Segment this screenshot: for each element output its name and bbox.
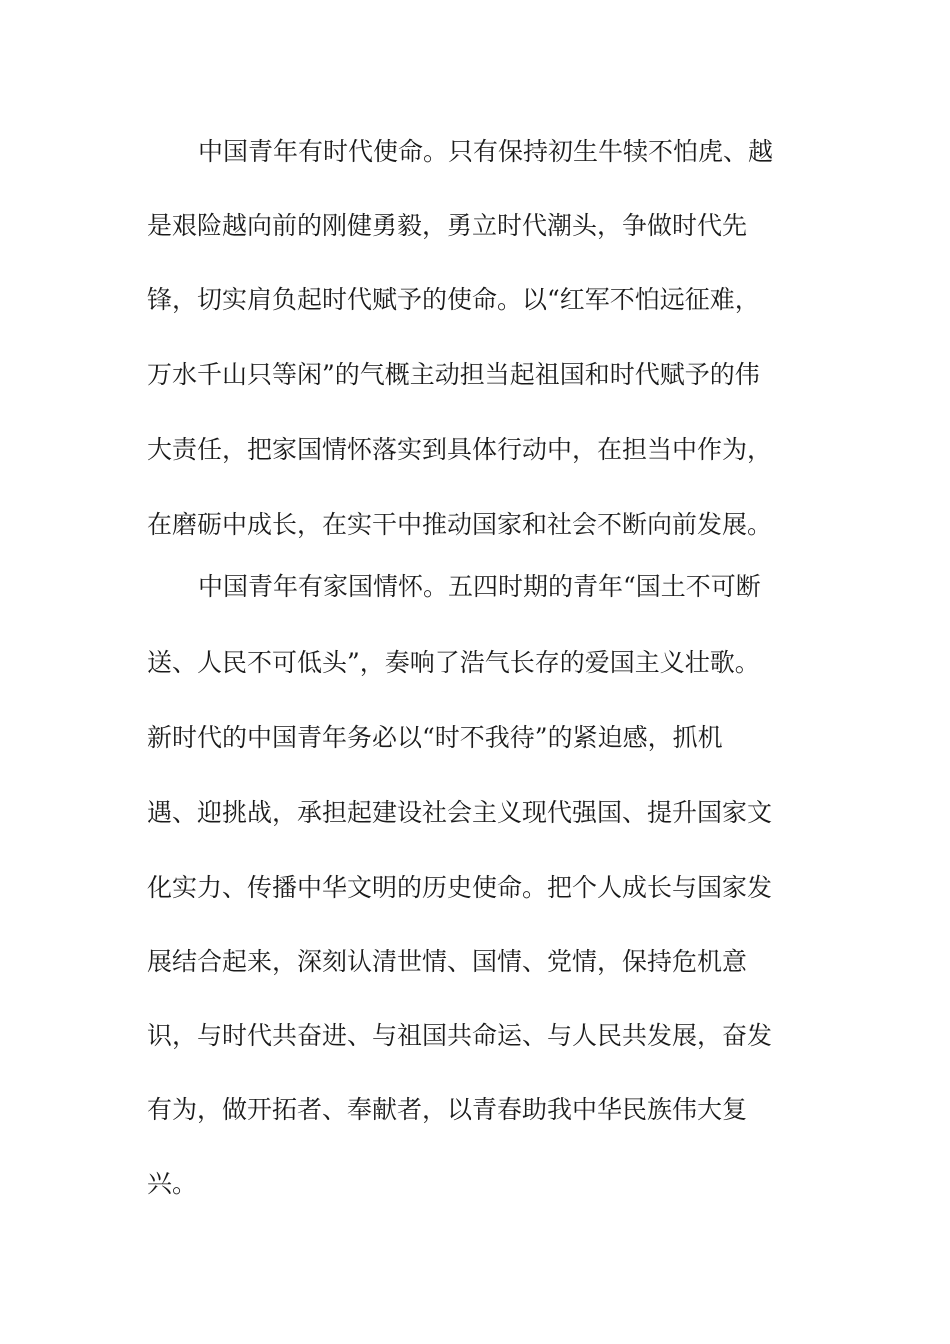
text-line: 展结合起来，深刻认清世情、国情、党情，保持危机意	[147, 947, 748, 976]
text-line: 有为，做开拓者、奉献者，以青春助我中华民族伟大复	[147, 1095, 748, 1124]
text-line: 中国青年有时代使命。只有保持初生牛犊不怕虎、越	[198, 137, 774, 166]
text-line: 遇、迎挑战，承担起建设社会主义现代强国、提升国家文	[147, 798, 773, 827]
text-line: 锋，切实肩负起时代赋予的使命。以“红军不怕远征难，	[147, 285, 760, 314]
text-line: 中国青年有家国情怀。五四时期的青年“国土不可断	[198, 572, 761, 601]
text-line: 万水千山只等闲”的气概主动担当起祖国和时代赋予的伟	[147, 360, 760, 389]
text-line: 是艰险越向前的刚健勇毅，勇立时代潮头，争做时代先	[147, 211, 748, 240]
text-line: 兴。	[147, 1169, 198, 1198]
text-line: 新时代的中国青年务必以“时不我待”的紧迫感，抓机	[147, 723, 723, 752]
text-line: 识，与时代共奋进、与祖国共命运、与人民共发展，奋发	[147, 1021, 773, 1050]
text-line: 送、人民不可低头”，奏响了浩气长存的爱国主义壮歌。	[147, 648, 760, 677]
text-line: 大责任，把家国情怀落实到具体行动中，在担当中作为，	[147, 435, 773, 464]
text-line: 在磨砺中成长，在实干中推动国家和社会不断向前发展。	[147, 510, 773, 539]
text-line: 化实力、传播中华文明的历史使命。把个人成长与国家发	[147, 873, 773, 902]
